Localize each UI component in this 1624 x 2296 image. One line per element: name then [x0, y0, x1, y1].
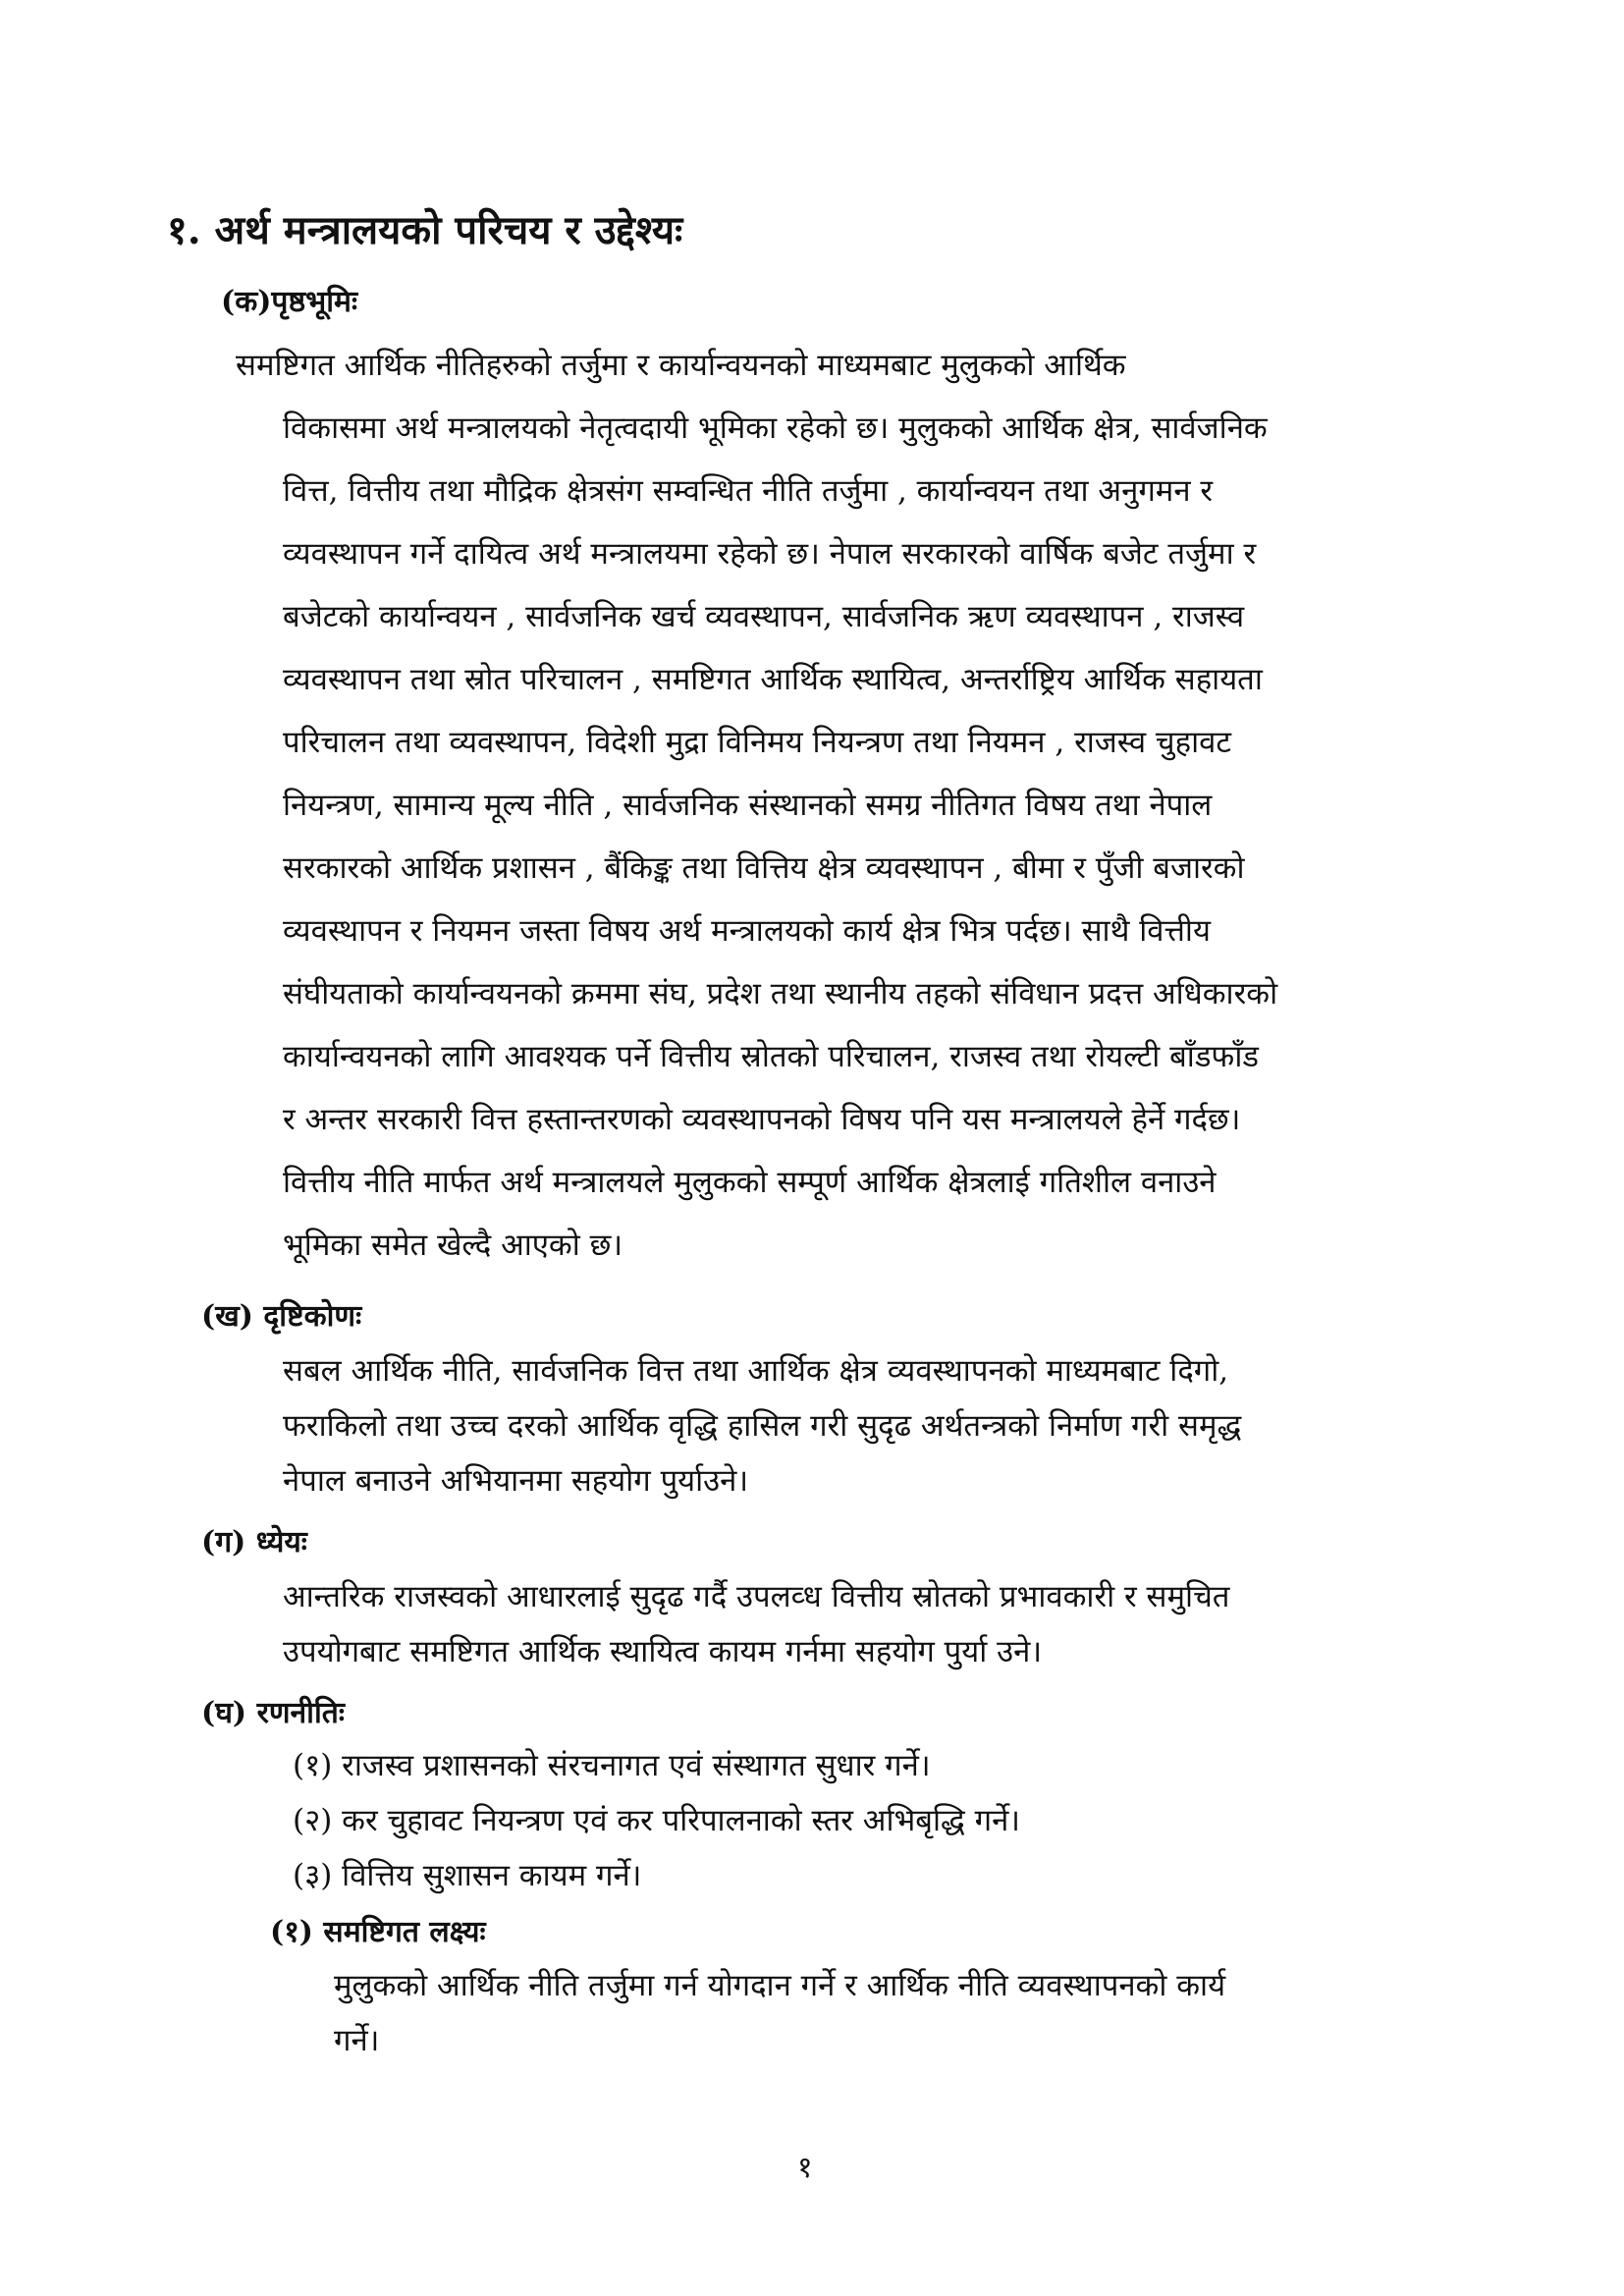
- section-title-macro-goal: (१) समष्टिगत लक्ष्यः: [270, 1915, 486, 1949]
- paragraph-line: आन्तरिक राजस्वको आधारलाई सुदृढ गर्दै उपलव्ध वित्तीय स्रोतको प्रभावकारी र समुचित: [283, 1579, 1230, 1614]
- section-title-vision: (ख) दृष्टिकोणः: [201, 1299, 362, 1334]
- paragraph-line: नियन्त्रण, सामान्य मूल्य नीति , सार्वजनिक संस्थानको समग्र नीतिगत विषय तथा नेपाल: [283, 788, 1213, 823]
- macro-goal-paragraph: [334, 1958, 1225, 2068]
- paragraph-line: फराकिलो तथा उच्च दरको आर्थिक वृद्धि हासिल गरी सुदृढ अर्थतन्त्रको निर्माण गरी समृद्ध: [283, 1408, 1242, 1444]
- paragraph-line: समष्टिगत आर्थिक नीतिहरुको तर्जुमा र कार्यान्वयनको माध्यमबाट मुलुकको आर्थिक: [236, 348, 1126, 383]
- paragraph-line: व्यवस्थापन तथा स्रोत परिचालन , समष्टिगत आर्थिक स्थायित्व, अन्तर्राष्ट्रिय आर्थिक सहायता: [283, 662, 1263, 697]
- paragraph-line: व्यवस्थापन र नियमन जस्ता विषय अर्थ मन्त्रालयको कार्य क्षेत्र भित्र पर्दछ। साथै वित्तीय: [283, 913, 1211, 949]
- section-title-strategy: (घ) रणनीतिः: [201, 1696, 345, 1730]
- paragraph-line: नेपाल बनाउने अभियानमा सहयोग पुर्याउने।: [283, 1463, 749, 1499]
- paragraph-line: र अन्तर सरकारी वित्त हस्तान्तरणको व्यवस्थापनको विषय पनि यस मन्त्रालयले हेर्ने गर्दछ।: [283, 1102, 1241, 1137]
- paragraph-line: वित्तीय नीति मार्फत अर्थ मन्त्रालयले मुलुकको सम्पूर्ण आर्थिक क्षेत्रलाई गतिशील वनाउने: [283, 1165, 1217, 1200]
- vision-paragraph: [283, 1343, 1241, 1508]
- strategy-list: [293, 1738, 1020, 1903]
- paragraph-line: उपयोगबाट समष्टिगत आर्थिक स्थायित्व कायम गर्नमा सहयोग पुर्या उने।: [283, 1634, 1043, 1669]
- paragraph-line: सरकारको आर्थिक प्रशासन , बैंकिङ्क तथा वित्तिय क्षेत्र व्यवस्थापन , बीमा र पुँजी बजारको: [283, 850, 1245, 886]
- background-paragraph-body: [283, 397, 1277, 1277]
- paragraph-line: वित्त, वित्तीय तथा मौद्रिक क्षेत्रसंग सम्वन्धित नीति तर्जुमा , कार्यान्वयन तथा अनुगमन र: [283, 473, 1214, 509]
- paragraph-line: परिचालन तथा व्यवस्थापन, विदेशी मुद्रा विनिमय नियन्त्रण तथा नियमन , राजस्व चुहावट: [283, 725, 1231, 760]
- page-number: १: [797, 2151, 813, 2185]
- paragraph-line: व्यवस्थापन गर्ने दायित्व अर्थ मन्त्रालयमा रहेको छ। नेपाल सरकारको वार्षिक बजेट तर्जुमा र: [283, 536, 1257, 572]
- paragraph-line: बजेटको कार्यान्वयन , सार्वजनिक खर्च व्यवस्थापन, सार्वजनिक ऋण व्यवस्थापन , राजस्व: [283, 599, 1245, 634]
- paragraph-line: भूमिका समेत खेल्दै आएको छ।: [283, 1228, 623, 1263]
- paragraph-line: विकासमा अर्थ मन्त्रालयको नेतृत्वदायी भूमिका रहेको छ। मुलुकको आर्थिक क्षेत्र, सार्वजनिक: [283, 410, 1268, 446]
- paragraph-line: संघीयताको कार्यान्वयनको क्रममा संघ, प्रदेश तथा स्थानीय तहको संविधान प्रदत्त अधिकारको: [283, 976, 1278, 1011]
- paragraph-line: गर्ने।: [334, 2023, 380, 2058]
- mission-paragraph: [283, 1569, 1229, 1679]
- paragraph-line: कार्यान्वयनको लागि आवश्यक पर्ने वित्तीय स्रोतको परिचालन, राजस्व तथा रोयल्टी बाँडफाँड: [283, 1039, 1259, 1074]
- section-title-mission: (ग) ध्येयः: [201, 1525, 307, 1559]
- list-item: (२) कर चुहावट नियन्त्रण एवं कर परिपालनाको स्तर अभिबृद्धि गर्ने।: [293, 1803, 1021, 1838]
- page-title: १. अर्थ मन्त्रालयको परिचय र उद्देश्यः: [167, 207, 683, 253]
- list-item: (१) राजस्व प्रशासनको संरचनागत एवं संस्थागत सुधार गर्ने।: [293, 1748, 931, 1783]
- section-title-background: (क)पृष्ठभूमिः: [221, 285, 357, 319]
- list-item: (३) वित्तिय सुशासन कायम गर्ने।: [293, 1858, 642, 1893]
- paragraph-line: सबल आर्थिक नीति, सार्वजनिक वित्त तथा आर्थिक क्षेत्र व्यवस्थापनको माध्यमबाट दिगो,: [283, 1353, 1229, 1389]
- background-paragraph: [236, 334, 1126, 397]
- paragraph-line: मुलुकको आर्थिक नीति तर्जुमा गर्न योगदान गर्ने र आर्थिक नीति व्यवस्थापनको कार्य: [334, 1968, 1226, 2003]
